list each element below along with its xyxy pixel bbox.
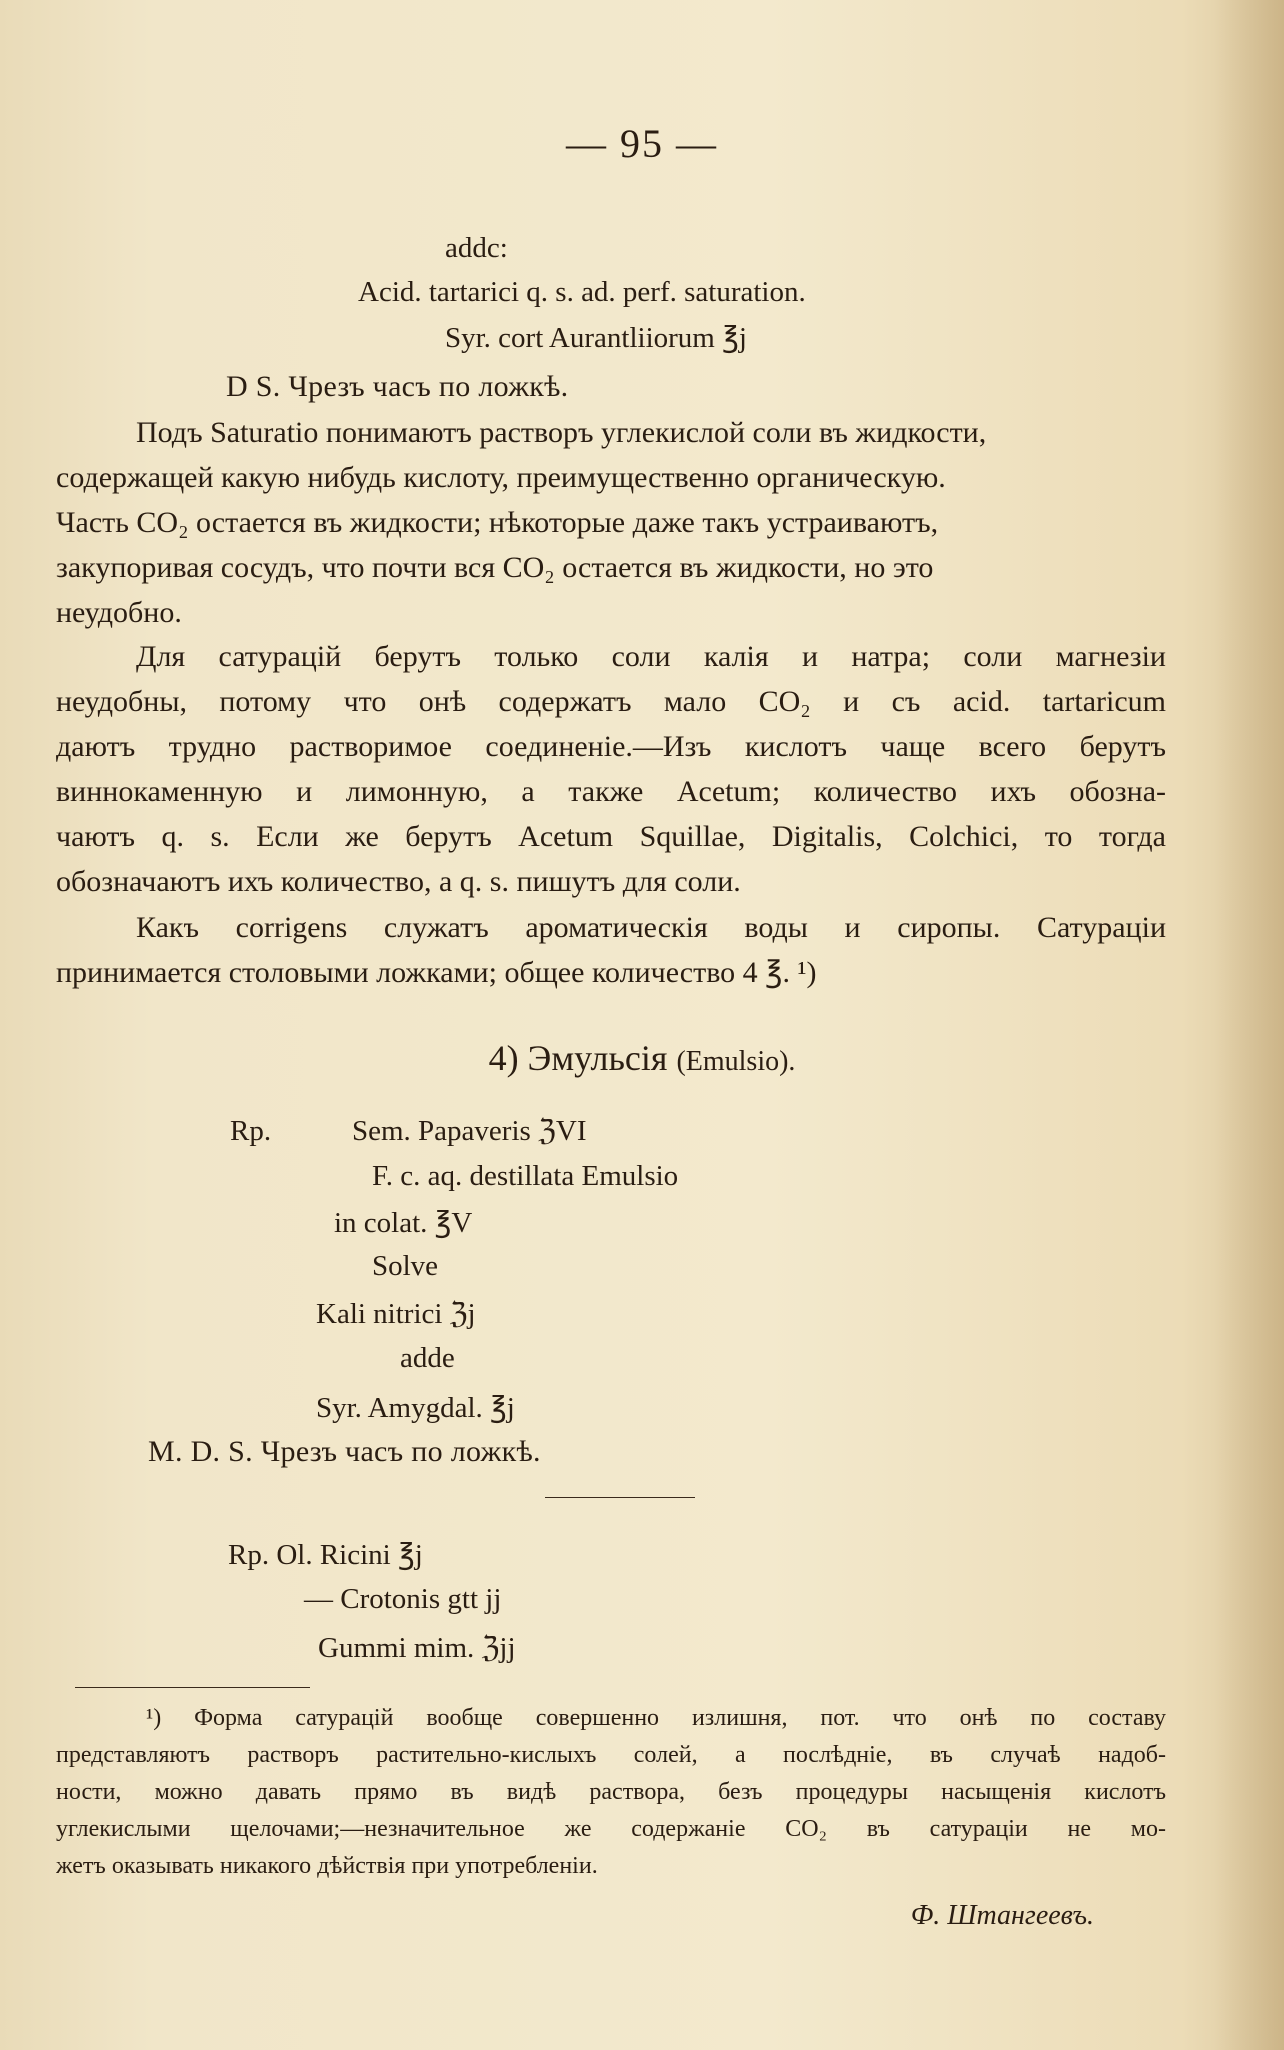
recipe2-kali: Kali nitrici ℨj	[316, 1298, 476, 1330]
paragraph-line: содержащей какую нибудь кислоту, преимущественно органическую.	[56, 461, 946, 494]
paragraph-line: закупоривая сосудъ, что почти вся CO₂ остается въ жидкости, но это	[56, 551, 934, 584]
paragraph-line: Какъ corrigens служатъ ароматическія воды и сиропы. Сатурацiи	[136, 911, 1166, 944]
paragraph-line: Часть CO₂ остается въ жидкости; нѣкоторые даже такъ устраиваютъ,	[56, 506, 939, 539]
recipe2-emulsio: F. c. aq. destillata Emulsio	[372, 1160, 679, 1192]
recipe1-acid: Acid. tartarici q. s. ad. perf. saturation.	[358, 276, 806, 308]
footnote-line: представляютъ растворъ растительно-кислыхъ солей, а послѣдніе, въ случаѣ надоб-	[56, 1742, 1166, 1768]
paragraph-line: обозначаютъ ихъ количество, а q. s. пишутъ для соли.	[56, 865, 741, 898]
footnote-rule	[75, 1687, 310, 1688]
paragraph-line: Подъ Saturatio понимаютъ растворъ углекислой соли въ жидкости,	[136, 416, 987, 449]
recipe1-signa: D S. Чрезъ часъ по ложкѣ.	[226, 370, 569, 403]
page-edge-shading	[1214, 0, 1284, 2050]
section-heading	[0, 1037, 1284, 1079]
footnote-line: жетъ оказывать никакого дѣйствія при употребленіи.	[56, 1853, 598, 1879]
author-signature: Ф. Штангеевъ.	[910, 1900, 1094, 1931]
paragraph-line: даютъ трудно растворимое соединеніе.—Изъ кислотъ чаще всего берутъ	[56, 730, 1166, 763]
paragraph-line: Для сатурацій берутъ только соли калія и натра; соли магнезіи	[136, 640, 1166, 673]
recipe3-ricini: Rp. Ol. Ricini ℥j	[228, 1539, 423, 1571]
paragraph-line: неудобны, потому что онѣ содержатъ мало CO₂ и съ acid. tartaricum	[56, 685, 1166, 718]
paragraph-line: чаютъ q. s. Если же берутъ Acetum Squillae, Digitalis, Colchici, то тогда	[56, 820, 1166, 853]
separator-rule	[545, 1497, 695, 1498]
recipe1-addc: addc:	[445, 232, 508, 264]
section-heading-latin: (Emulsio).	[676, 1046, 796, 1077]
paragraph-saturatio	[56, 410, 1166, 635]
paragraph-saturation-salts	[56, 634, 1166, 904]
paragraph-line: виннокаменную и лимонную, а также Acetum; количество ихъ обозна-	[56, 775, 1166, 808]
footnote-line: ¹) Форма сатурацій вообще совершенно излишня, пот. что онѣ по составу	[146, 1705, 1166, 1731]
recipe2-colat: in colat. ℥V	[334, 1207, 473, 1239]
recipe2-signa: M. D. S. Чрезъ часъ по ложкѣ.	[148, 1435, 541, 1468]
recipe2-solve: Solve	[372, 1250, 439, 1282]
page-number: — 95 —	[566, 121, 718, 166]
recipe2-seed: Sem. Papaveris ℨVI	[352, 1115, 587, 1147]
recipe2-adde: adde	[400, 1342, 455, 1374]
recipe1-syrup: Syr. cort Aurantliiorum ℥j	[445, 322, 747, 354]
footnote-line: ности, можно давать прямо въ видѣ раствора, безъ процедуры насыщенія кислотъ	[56, 1779, 1166, 1805]
recipe2-rp: Rp.	[230, 1115, 272, 1147]
section-heading-title: 4) Эмульсія	[488, 1038, 668, 1078]
paragraph-line: принимается столовыми ложками; общее количество 4 ℥. ¹)	[56, 956, 817, 989]
recipe2-syrup: Syr. Amygdal. ℥j	[316, 1392, 515, 1424]
paragraph-corrigens	[56, 905, 1166, 995]
footnote-line: углекислыми щелочами;—незначительное же содержаніе CO₂ въ сатураціи не мо-	[56, 1816, 1166, 1842]
footnote	[56, 1700, 1166, 1885]
recipe3-gummi: Gummi mim. ℨjj	[318, 1632, 516, 1664]
recipe3-croton: — Crotonis gtt jj	[304, 1583, 502, 1615]
paragraph-line: неудобно.	[56, 596, 182, 629]
